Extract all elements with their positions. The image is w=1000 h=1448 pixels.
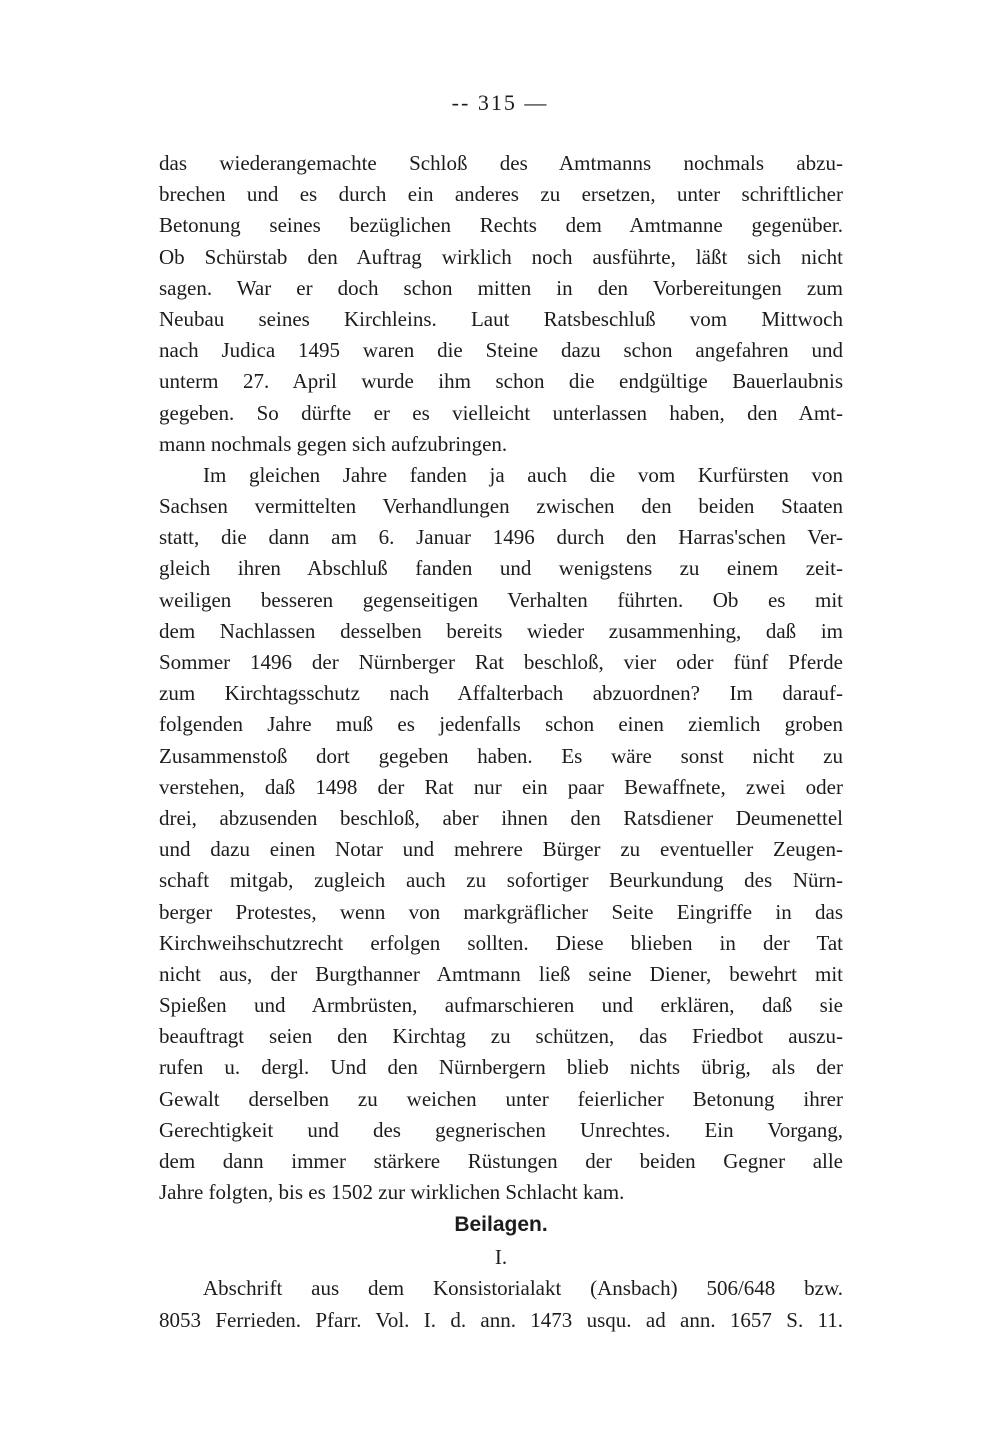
text-line: mann nochmals gegen sich aufzubringen. [159,431,508,456]
page-number: -- 315 — [451,90,549,115]
text-line: Neubau seines Kirchleins. Laut Ratsbeschluß vom Mittwoch [159,306,843,331]
appendix-heading: Beilagen. [454,1213,548,1237]
text-line: nach Judica 1495 waren die Steine dazu schon angefahren und [159,338,843,363]
text-line: dem Nachlassen desselben bereits wieder zusammenhing, daß im [159,618,843,643]
text-line: sagen. War er doch schon mitten in den Vorbereitungen zum [159,275,843,300]
text-line: weiligen besseren gegenseitigen Verhalten führten. Ob es mit [159,587,843,612]
text-line: nicht aus, der Burgthanner Amtmann ließ seine Diener, bewehrt mit [159,961,843,986]
text-line: unterm 27. April wurde ihm schon die endgültige Bauerlaubnis [159,369,843,394]
text-line: Abschrift aus dem Konsistorialakt (Ansbach) 506/648 bzw. [203,1276,843,1301]
appendix-section [159,1208,843,1335]
text-line: brechen und es durch ein anderes zu ersetzen, unter schriftlicher [159,182,843,207]
text-line: gegeben. So dürfte er es vielleicht unterlassen haben, den Amt- [159,400,843,425]
text-line: Betonung seines bezüglichen Rechts dem Amtmanne gegenüber. [159,213,843,238]
text-line: schaft mitgab, zugleich auch zu sofortiger Beurkundung des Nürn- [159,868,843,893]
text-line: drei, abzusenden beschloß, aber ihnen den Ratsdiener Deumenettel [159,805,843,830]
paragraph-1 [159,148,843,460]
text-line: dem dann immer stärkere Rüstungen der beiden Gegner alle [159,1149,843,1173]
text-line: statt, die dann am 6. Januar 1496 durch den Harras'schen Ver- [159,525,843,550]
text-line: Kirchweihschutzrecht erfolgen sollten. Diese blieben in der Tat [159,930,843,955]
text-line: das wiederangemachte Schloß des Amtmanns nochmals abzu- [159,151,843,175]
appendix-numeral: I. [494,1245,508,1270]
text-line: folgenden Jahre muß es jedenfalls schon einen ziemlich groben [159,712,843,737]
text-line: Spießen und Armbrüsten, aufmarschieren und erklären, daß sie [159,993,843,1018]
text-line: Ob Schürstab den Auftrag wirklich noch ausführte, läßt sich nicht [159,244,843,269]
text-line: Sachsen vermittelten Verhandlungen zwischen den beiden Staaten [159,494,843,519]
text-line: Im gleichen Jahre fanden ja auch die vom Kurfürsten von [203,462,843,487]
text-line: Gerechtigkeit und des gegnerischen Unrechtes. Ein Vorgang, [159,1117,843,1142]
text-line: gleich ihren Abschluß fanden und wenigstens zu einem zeit- [159,556,843,581]
text-line: und dazu einen Notar und mehrere Bürger zu eventueller Zeugen- [159,837,843,862]
text-line: zum Kirchtagsschutz nach Affalterbach abzuordnen? Im darauf- [159,681,843,706]
text-line: Jahre folgten, bis es 1502 zur wirklichen Schlacht kam. [159,1180,625,1205]
text-line: berger Protestes, wenn von markgräflicher Seite Eingriffe in das [159,899,843,924]
body-text [159,148,843,1336]
paragraph-2 [159,460,843,1209]
text-line: verstehen, daß 1498 der Rat nur ein paar Bewaffnete, zwei oder [159,774,843,799]
text-line: beauftragt seien den Kirchtag zu schützen, das Friedbot auszu- [159,1024,843,1049]
text-line: Sommer 1496 der Nürnberger Rat beschloß, vier oder fünf Pferde [159,650,843,674]
text-line: 8053 Ferrieden. Pfarr. Vol. I. d. ann. 1473 usqu. ad ann. 1657 S. 11. [159,1307,843,1332]
text-line: rufen u. dergl. Und den Nürnbergern blieb nichts übrig, als der [159,1055,843,1080]
text-line: Gewalt derselben zu weichen unter feierlicher Betonung ihrer [159,1086,843,1111]
text-line: Zusammenstoß dort gegeben haben. Es wäre sonst nicht zu [159,743,843,768]
